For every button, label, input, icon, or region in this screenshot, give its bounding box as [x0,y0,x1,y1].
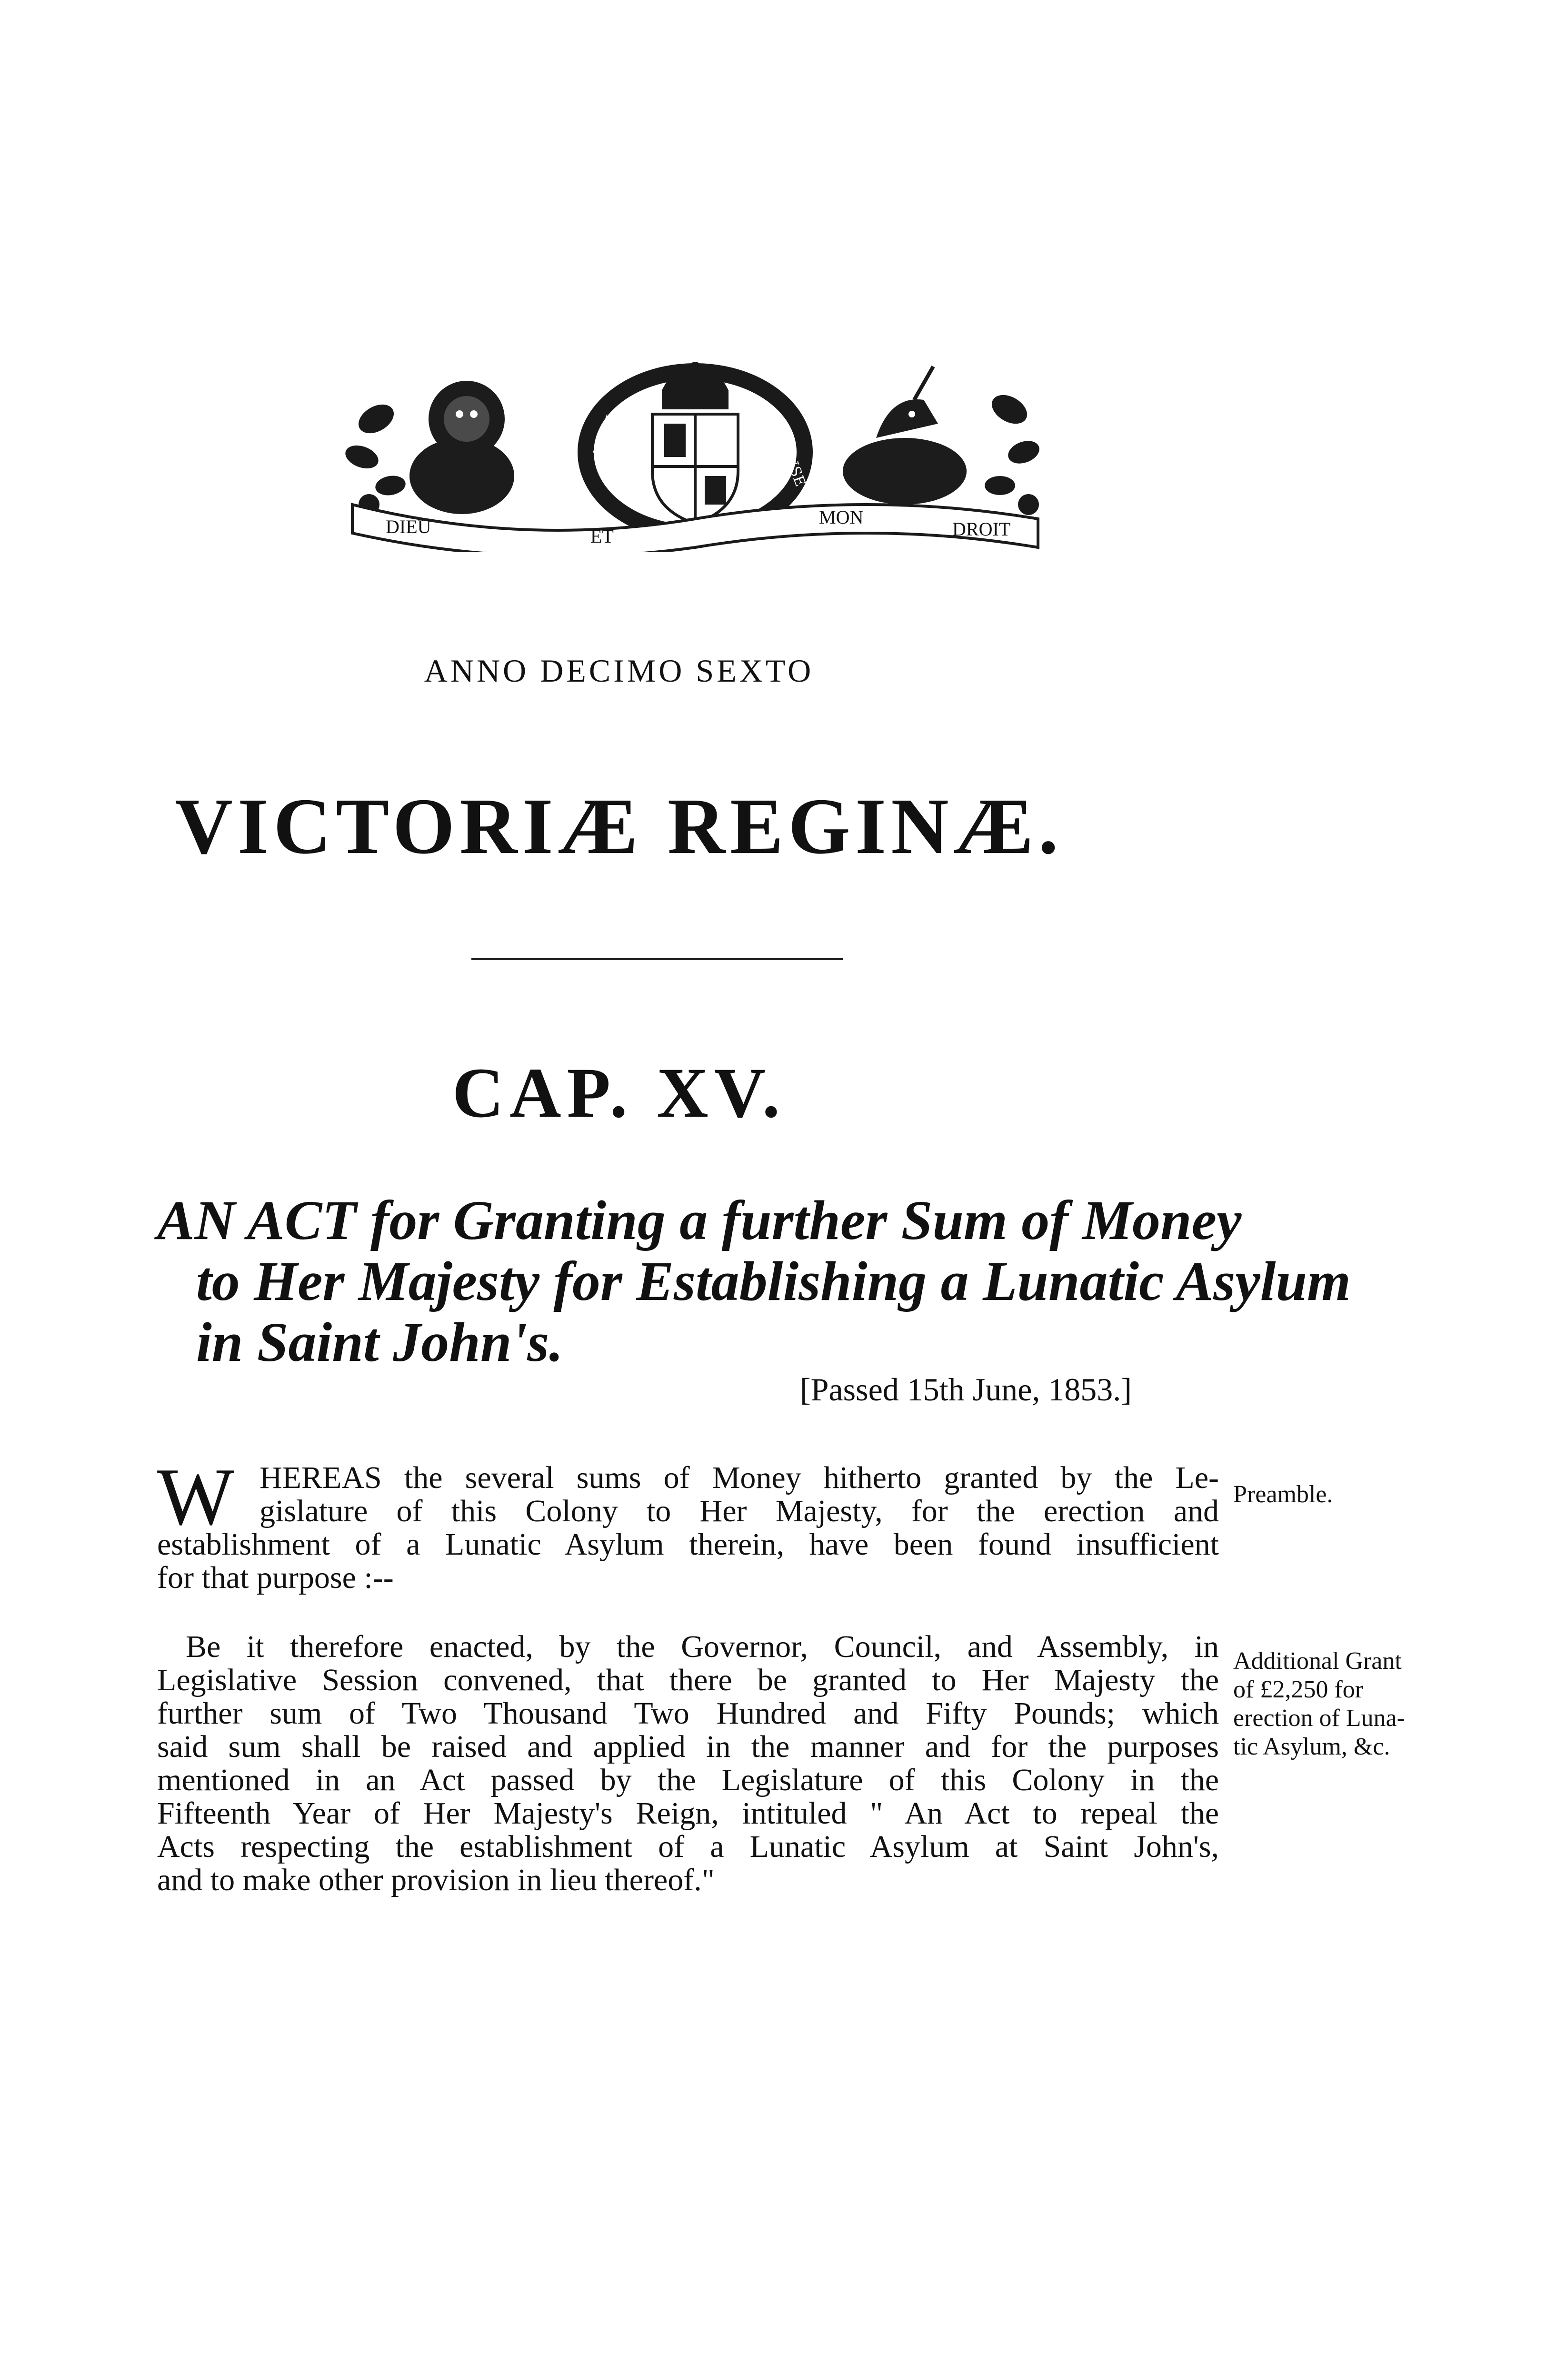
margin-note-preamble: Preamble. [1233,1481,1333,1508]
enactment-line: Legislative Session convened, that there be granted to Her Majesty the [157,1663,1219,1697]
enactment-line: further sum of Two Thousand Two Hundred and Fifty Pounds; which [157,1696,1219,1731]
act-title [157,1189,1351,1373]
lion-supporter [409,381,514,514]
motto-et: ET [590,526,614,547]
svg-text:PENSE: PENSE [775,433,809,489]
enactment-line: Fifteenth Year of Her Majesty's Reign, intituled " An Act to repeal the [157,1796,1219,1831]
chapter-heading: CAP. XV. [452,1053,786,1132]
motto-droit: DROIT [952,518,1011,540]
preamble-line: for that purpose :-- [157,1560,394,1595]
enactment-line: and to make other provision in lieu thereof." [157,1863,715,1897]
motto-dieu: DIEU [386,516,431,537]
preamble-paragraph [157,1452,1219,1595]
act-title-line: AN ACT for Granting a further Sum of Money [157,1189,1242,1251]
divider-rule [471,958,843,960]
enactment-line: said sum shall be raised and applied in the manner and for the purposes [157,1729,1219,1764]
drop-cap: W [157,1452,235,1542]
margin-note-grant [1233,1647,1452,1761]
enactment-line: Be it therefore enacted, by the Governor, Council, and Assembly, in [186,1629,1219,1664]
unicorn-supporter [843,367,967,505]
margin-note-line: tic Asylum, &c. [1233,1733,1390,1760]
enactment-line: Acts respecting the establishment of a Lunatic Asylum at Saint John's, [157,1829,1219,1864]
margin-note-line: Additional Grant [1233,1647,1402,1675]
act-title-line: to Her Majesty for Establishing a Lunatic Asylum [196,1250,1351,1312]
preamble-line: establishment of a Lunatic Asylum therein, have been found insufficient [157,1527,1219,1562]
regnal-heading: VICTORIÆ REGINÆ. [175,782,1063,871]
motto-mon: MON [819,506,864,528]
shield [652,414,738,524]
svg-text:HONI: HONI [590,413,620,458]
passed-date: [Passed 15th June, 1853.] [800,1371,1132,1408]
preamble-line: gislature of this Colony to Her Majesty, for the erection and [259,1494,1219,1528]
anno-heading: ANNO DECIMO SEXTO [424,653,814,689]
enactment-paragraph [157,1630,1219,1897]
foliage-right [985,389,1042,515]
enactment-line: mentioned in an Act passed by the Legislature of this Colony in the [157,1763,1219,1797]
foliage-left [343,398,407,515]
royal-coat-of-arms [343,362,1048,552]
margin-note-line: erection of Luna- [1233,1705,1405,1732]
margin-note-line: of £2,250 for [1233,1676,1363,1703]
preamble-line: HEREAS the several sums of Money hitherto granted by the Le- [259,1460,1219,1495]
act-title-line: in Saint John's. [196,1311,563,1373]
